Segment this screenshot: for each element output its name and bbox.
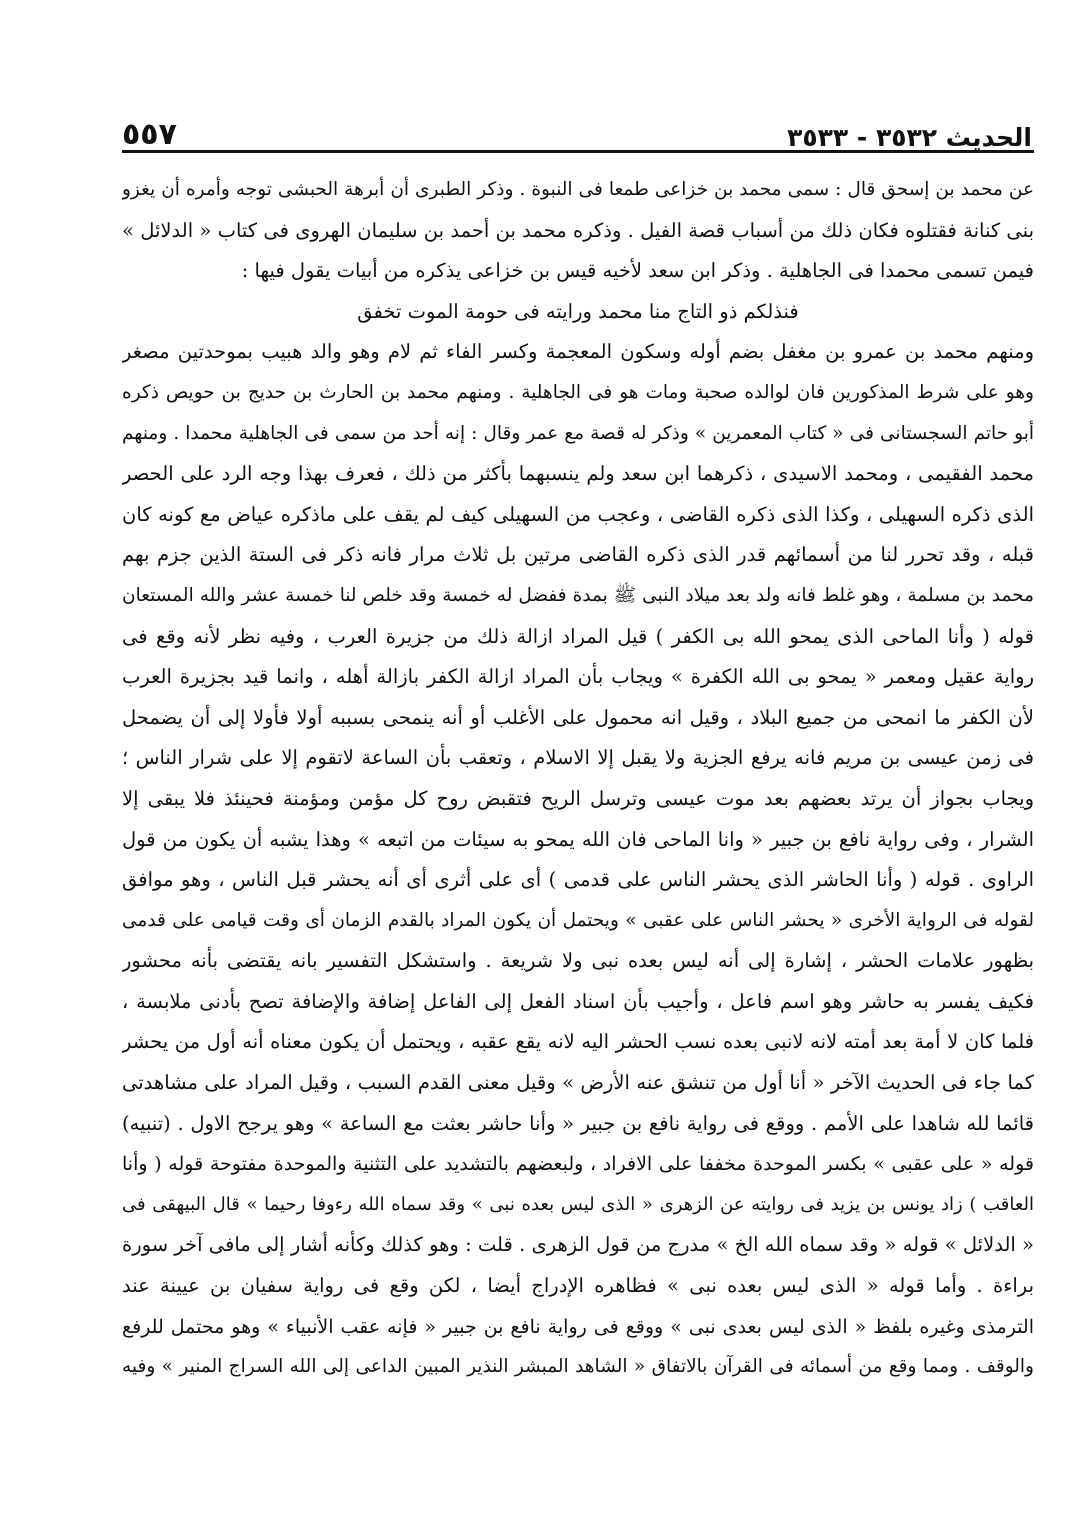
text-line: فكيف يفسر به حاشر وهو اسم فاعل ، وأجيب بأن اسناد الفعل إلى الفاعل إضافة والإضافة تصح بأدنى ملابسة ، xyxy=(122,989,1034,1013)
text-line: قبله ، وقد تحرر لنا من أسمائهم قدر الذى ذكره القاضى مرتين بل ثلاث مرار فانه ذكر فى الستة الذين جزم بهم xyxy=(122,543,1034,567)
text-line: لأن الكفر ما انمحى من جميع البلاد ، وقيل انه محمول على الأغلب أو أنه ينمحى بسببه أولا فأولا إلى أن يضمحل xyxy=(122,705,1034,729)
text-line: « الدلائل » قوله « وقد سماه الله الخ » مدرج من قول الزهرى . قلت : وهو كذلك وكأنه أشار إلى مافى آخر سورة xyxy=(122,1233,1034,1257)
text-line: فيمن تسمى محمدا فى الجاهلية . وذكر ابن سعد لأخيه قيس بن خزاعى يذكره من أبيات يقول فيها : xyxy=(241,259,1034,283)
text-line: بنى كنانة فقتلوه فكان ذلك من أسباب قصة الفيل . وذكره محمد بن أحمد بن سليمان الهروى فى كتاب « الدلائل » xyxy=(122,218,1034,242)
text-line: كما جاء فى الحديث الآخر « أنا أول من تنشق عنه الأرض » وقيل معنى القدم السبب ، وقيل المراد على مشاهدتى xyxy=(122,1071,1034,1095)
text-line: ومنهم محمد بن عمرو بن مغفل بضم أوله وسكون المعجمة وكسر الفاء ثم لام وهو والد هبيب بموحدتين مصغر xyxy=(122,340,1034,364)
body-text xyxy=(122,170,1034,1388)
page-number: ٥٥٧ xyxy=(122,117,177,152)
text-line: الترمذى وغيره بلفظ « الذى ليس بعدى نبى » ووقع فى رواية نافع بن جبير « فإنه عقب الأنبياء » وهو محتمل للرفع xyxy=(122,1315,1034,1338)
text-line: وهو على شرط المذكورين فان لوالده صحبة ومات هو فى الجاهلية . ومنهم محمد بن الحارث بن حديج بن حويص ذكره xyxy=(122,381,1034,403)
text-line: ويجاب بجواز أن يرتد بعضهم بعد موت عيسى وترسل الريح فتقبض روح كل مؤمن ومؤمنة فحينئذ فلا يبقى إلا xyxy=(122,786,1034,810)
text-line: قوله « على عقبى » بكسر الموحدة مخففا على الافراد ، ولبعضهم بالتشديد على التثنية والموحدة مفتوحة قوله ( وأنا xyxy=(122,1153,1034,1176)
text-line: فلما كان لا أمة بعد أمته لانه لانبى بعده نسب الحشر اليه لانه يقع عقبه ، ويحتمل أن يكون معناه أنه أول من يحشر xyxy=(122,1030,1034,1054)
verse-line: فنذلكم ذو التاج منا محمد ورايته فى حومة الموت تخفق xyxy=(357,299,799,323)
text-line: العاقب ) زاد يونس بن يزيد فى روايته عن الزهرى « الذى ليس بعده نبى » وقد سماه الله رءوفا رحيما » قال البيهقى فى xyxy=(122,1193,1034,1215)
text-line: عن محمد بن إسحق قال : سمى محمد بن خزاعى طمعا فى النبوة . وذكر الطبرى أن أبرهة الحبشى توجه وأمره أن يغزو xyxy=(122,179,1034,200)
text-line: الشرار ، وفى رواية نافع بن جبير « وانا الماحى فان الله يمحو به سيئات من اتبعه » وهذا يشبه أن يكون من قول xyxy=(122,827,1034,851)
header-rule xyxy=(122,150,1034,153)
text-line: لقوله فى الرواية الأخرى « يحشر الناس على عقبى » ويحتمل أن يكون المراد بالقدم الزمان أى وقت قيامى على قدمى xyxy=(122,909,1034,931)
text-line: الذى ذكره السهيلى ، وكذا الذى ذكره القاضى ، وعجب من السهيلى كيف لم يقف على ماذكره عياض مع كونه كان xyxy=(122,502,1034,526)
text-line: قائما لله شاهدا على الأمم . ووقع فى رواية نافع بن جبير « وأنا حاشر بعثت مع الساعة » وهو يرجح الاول . (تنبيه) xyxy=(122,1111,1034,1135)
text-line: بظهور علامات الحشر ، إشارة إلى أنه ليس بعده نبى ولا شريعة . واستشكل التفسير بانه يقتضى بأنه محشور xyxy=(122,949,1034,973)
running-title: الحديث ٣٥٣٢ - ٣٥٣٣ xyxy=(787,123,1032,152)
page-header xyxy=(122,112,1032,152)
text-line: محمد الفقيمى ، ومحمد الاسيدى ، ذكرهما ابن سعد ولم ينسبهما بأكثر من ذلك ، فعرف بهذا وجه الرد على الحصر xyxy=(122,462,1034,486)
text-line: قوله ( وأنا الماحى الذى يمحو الله بى الكفر ) قيل المراد ازالة ذلك من جزيرة العرب ، وفيه نظر لأنه وقع فى xyxy=(122,624,1034,648)
text-line: فى زمن عيسى بن مريم فانه يرفع الجزية ولا يقبل إلا الاسلام ، وتعقب بأن الساعة لاتقوم إلا على شرار الناس ؛ xyxy=(122,746,1034,770)
text-line: الراوى . قوله ( وأنا الحاشر الذى يحشر الناس على قدمى ) أى على أثرى أى أنه يحشر قبل الناس ، وهو موافق xyxy=(122,868,1034,892)
text-line: براءة . وأما قوله « الذى ليس بعده نبى » فظاهره الإدراج أيضا ، لكن وقع فى رواية سفيان بن عيينة عند xyxy=(122,1274,1034,1298)
text-line: أبو حاتم السجستانى فى « كتاب المعمرين » وذكر له قصة مع عمر وقال : إنه أحد من سمى فى الجاهلية محمدا . ومنهم xyxy=(122,422,1034,444)
text-line: والوقف . ومما وقع من أسمائه فى القرآن بالاتفاق « الشاهد المبشر النذير المبين الداعى إلى الله السراج المنير » وفيه xyxy=(122,1356,1034,1378)
text-line: رواية عقيل ومعمر « يمحو بى الله الكفرة » ويجاب بأن المراد ازالة الكفر بازالة أهله ، وانما قيد بجزيرة العرب xyxy=(122,665,1034,689)
text-line: محمد بن مسلمة ، وهو غلط فانه ولد بعد ميلاد النبى ﷺ بمدة ففضل له خمسة وقد خلص لنا خمسة عشر والله المستعان xyxy=(122,584,1034,606)
